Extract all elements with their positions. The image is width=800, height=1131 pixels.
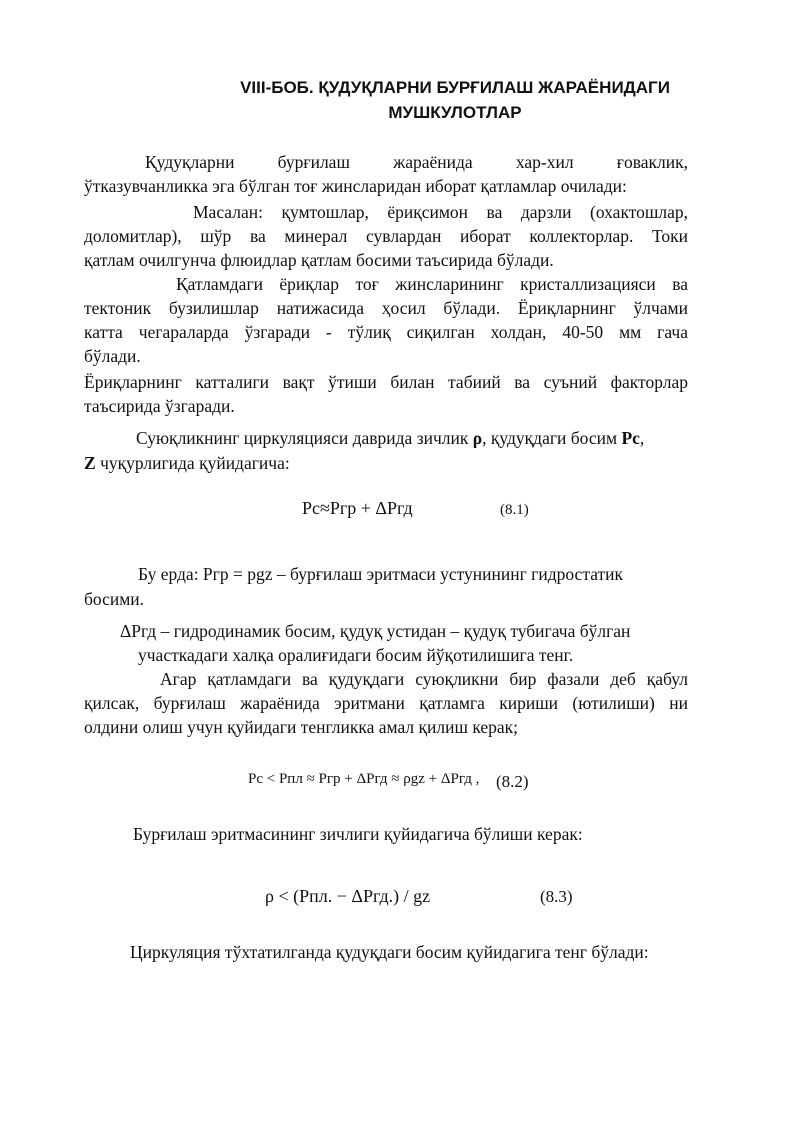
paragraph-2-line-2: доломитлар), шўр ва минерал сувлардан иборат коллекторлар. Токи <box>84 226 688 246</box>
chapter-title-line-1: VIII-БОБ. ҚУДУҚЛАРНИ БУРҒИЛАШ ЖАРАЁНИДАГИ <box>240 78 670 97</box>
paragraph-3-line-2: тектоник бузилишлар натижасида ҳосил бўлади. Ёриқларнинг ўлчами <box>84 298 688 318</box>
formula-8-2: Pс < Pпл ≈ Pгр + ΔPгд ≈ ρgz + ΔPгд , <box>248 771 480 787</box>
formula-8-3: ρ < (Pпл. − ΔPгд.) / gz <box>265 886 431 906</box>
paragraph-9-line-1: Бурғилаш эритмасининг зичлиги қуйидагича бўлиши керак: <box>133 824 583 844</box>
paragraph-5-text-d: чуқурлигида қуйидагича: <box>95 453 290 473</box>
pc-symbol: Pс <box>621 428 640 448</box>
paragraph-3-line-4: бўлади. <box>84 346 141 366</box>
paragraph-5-line-2 <box>84 451 688 475</box>
paragraph-6-line-1: Бу ерда: Pгр = pgz – бурғилаш эритмаси устунининг гидростатик <box>138 564 624 584</box>
formula-8-1-number: (8.1) <box>500 502 529 518</box>
paragraph-5-line-1 <box>136 426 740 450</box>
paragraph-10-line-1: Циркуляция тўхтатилганда қудуқдаги босим қуйидагига тенг бўлади: <box>130 942 649 962</box>
formula-8-1: Pc≈Pгр + ΔPгд <box>302 498 413 518</box>
formula-8-3-number: (8.3) <box>540 887 573 906</box>
paragraph-2-line-1: Масалан: қумтошлар, ёриқсимон ва дарзли (охактошлар, <box>193 202 688 222</box>
paragraph-6-line-2: босими. <box>84 589 145 609</box>
paragraph-4-line-1: Ёриқларнинг катталиги вақт ўтиши билан табиий ва суъний факторлар <box>84 372 688 392</box>
paragraph-5-text-c: , <box>639 428 645 448</box>
paragraph-3-line-1: Қатламдаги ёриқлар тоғ жинсларининг кристаллизацияси ва <box>176 274 688 294</box>
paragraph-8-line-1: Агар қатламдаги ва қудуқдаги суюқликни бир фазали деб қабул <box>160 669 688 689</box>
paragraph-4-line-2: таъсирида ўзгаради. <box>84 396 235 416</box>
paragraph-1-line-1: Қудуқларни бурғилаш жараёнида хар-хил ғоваклик, <box>145 152 688 172</box>
rho-symbol: ρ <box>472 428 483 448</box>
paragraph-2-line-3: қатлам очилгунча флюидлар қатлам босими таъсирида бўлади. <box>84 250 554 270</box>
paragraph-8-line-3: олдини олиш учун қуйидаги тенгликка амал қилиш керак; <box>84 717 519 737</box>
paragraph-8-line-2: қилсак, бурғилаш жараёнида эритмани қатламга кириши (ютилиши) ни <box>84 693 688 713</box>
chapter-title-line-2: МУШКУЛОТЛАР <box>388 103 522 122</box>
formula-8-2-number: (8.2) <box>496 772 529 791</box>
paragraph-5-text-b: , қудуқдаги босим <box>482 428 622 448</box>
paragraph-3-line-3: катта чегараларда ўзгаради - тўлиқ сиқилган холдан, 40-50 мм гача <box>84 322 688 342</box>
paragraph-7-line-2: участкадаги халқа оралиғидаги босим йўқотилишига тенг. <box>138 645 574 665</box>
z-symbol: Z <box>84 453 96 473</box>
paragraph-5-text-a: Суюқликнинг циркуляцияси даврида зичлик <box>136 428 473 448</box>
paragraph-1-line-2: ўтказувчанликка эга бўлган тоғ жинсларидан иборат қатламлар очилади: <box>84 176 627 196</box>
paragraph-7-line-1: ΔPгд – гидродинамик босим, қудуқ устидан – қудуқ тубигача бўлган <box>120 621 631 641</box>
